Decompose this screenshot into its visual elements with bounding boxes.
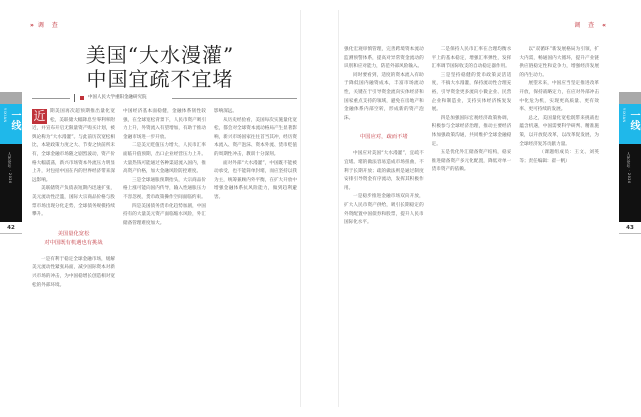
tab-label: 一线 (628, 110, 639, 130)
byline-separator (74, 94, 75, 102)
tab-gray-block (0, 92, 22, 104)
paragraph: 展望未来，中国应当坚定推进改革开放，保持战略定力，在应对外部冲击中化危为机，实现更高质量、更有效率、更可持续的发展。 (519, 81, 600, 113)
paragraph: 近 期美国再次超预期推出量化宽松，美联储大幅降息至零利率附近，并宣布开启无限量资产购买计划，被舆论称为“大水漫灌”。与此前历次宽松相比，本轮政策力度之大、节奏之快前所未有，全球金融市场随之剧烈波动，资产价格大幅震荡，新兴市场资本外流压力明显上升，对包括中国在内的世界经济带来深远影响。 (32, 109, 115, 183)
byline (32, 94, 297, 102)
paragraph: 同时要看到，适度的资本流入有助于降低国内融资成本，丰富市场流动性，关键在于引导资金流向实体经济和国家重点支持的领域，避免在房地产和金融体系内部空转，形成新的资产泡沫。 (344, 72, 424, 121)
paragraph: 四是加强国际宏观经济政策协调，积极参与全球经济治理，推动主要经济体加强政策沟通，共同维护全球金融稳定。 (431, 115, 512, 147)
paragraph: 从历史经验看，美国每次实施量化宽松，都会对全球资本流动格局产生显著影响，新兴市场国家往往首当其冲，经历资本流入、资产泡沫、资本外流、货币贬值的周期性冲击，教训十分深刻。 (214, 117, 297, 157)
article-title (20, 43, 300, 91)
square-bullet-icon (80, 96, 84, 100)
left-page (20, 10, 301, 407)
byline-author: 中国人民大学重阳金融研究院 (88, 95, 147, 100)
subheading: 中国应对，疏而不堵 (359, 134, 408, 141)
paragraph: 中国经济基本面稳健，金融体系韧性较强，在全球宽松背景下，人民币资产吸引力上升，外资流入有望增加，有助于推动金融市场进一步开放。 (123, 109, 206, 140)
column-2 (123, 108, 206, 398)
paragraph: 美联储资产负债表短期内迅速扩张，美元流动性泛滥，国际大宗商品价格与股票市场出现分化走势，全球债务规模持续攀升。 (32, 186, 115, 218)
paragraph: 三是坚持稳健的货币政策灵活适度，不搞大水漫灌，保持流动性合理充裕，引导资金更多流向小微企业、民营企业和制造业，支持实体经济恢复发展。 (431, 72, 512, 113)
tab-label-en: YIXIAN (3, 108, 7, 123)
drop-cap: 近 (33, 109, 46, 123)
column-1 (32, 108, 115, 398)
publication-name: 人民论坛 · 2020 (8, 152, 12, 184)
paragraph: 一是稳步推进金融市场双向开放，扩大人民币资产供给，吸引长期稳定的外资配置中国债券和股票，提升人民币国际化水平。 (344, 194, 424, 226)
credits: （课题组成员：王文、刘英等；责任编辑：翟一帆） (519, 150, 600, 164)
paragraph: 强化宏观审慎管理，完善跨境资本流动监测预警体系，提高对异常资金流动的识别和应对能力，防范外部风险输入。 (344, 47, 424, 70)
side-tab-left (0, 92, 22, 234)
section-label: 调 查 (37, 22, 61, 29)
double-chevron-left-icon: « (602, 22, 605, 29)
subheading: 美国量化宽松 对中国既有机遇也有挑战 (44, 230, 103, 246)
paragraph: 影响深远。 (214, 109, 237, 114)
page-number-rule (0, 233, 22, 234)
side-tab-right (619, 92, 641, 234)
paragraph: 中国应对美国“大水漫灌”，宜疏不宜堵。堵的做法容易造成市场扭曲，不利于长期开放；疏的做法则是通过制度安排引导资金有序流动，发挥其积极作用。 (344, 151, 424, 191)
section-header-left (30, 20, 61, 29)
tab-publication-block (0, 144, 22, 222)
paragraph: 总之，美国量化宽松既带来挑战也蕴含机遇，中国需要科学研判、精准施策，以开放促改革，以改革促发展，为全球经济复苏贡献力量。 (519, 115, 600, 147)
section-label: 调 查 (574, 22, 598, 29)
paragraph: 四是美国债务货币化趋势加剧，中国持有的大量美元资产面临缩水风险，外汇储备管理难度加大。 (123, 203, 206, 226)
column-2 (432, 46, 512, 396)
left-page-columns (32, 108, 297, 398)
page-number: 43 (626, 225, 634, 231)
tab-label-en: YIXIAN (622, 108, 626, 123)
title-line-2: 中国宜疏不宜堵 (86, 67, 234, 91)
paragraph: 五是优化外汇储备资产结构，稳妥推进储备资产多元化配置，降低对单一货币资产的依赖。 (431, 150, 512, 173)
column-3 (214, 108, 297, 398)
paragraph: 面对外部“大水漫灌”，中国既不能被动承受，也不能简单封堵，而应坚持以我为主，统筹兼顾内外平衡，在扩大开放中增强金融体系抗风险能力，做到趋利避害。 (214, 160, 297, 200)
tab-label: 一线 (9, 110, 20, 130)
publication-name: 人民论坛 · 2020 (627, 152, 631, 184)
byline-rule-left (32, 98, 70, 99)
tab-publication-block (619, 144, 641, 222)
paragraph: 二是保持人民币汇率在合理均衡水平上的基本稳定，增强汇率弹性，发挥汇率调节国际收支的自动稳定器作用。 (431, 47, 512, 70)
column-3 (519, 46, 599, 396)
section-header-right (574, 20, 605, 29)
paragraph: 以“双循环”新发展格局为引领，扩大内需，畅通国内大循环，提升产业链供应链稳定性和竞争力，增强经济发展的内生动力。 (519, 47, 600, 78)
paragraph: 二是美元贬值压力增大，人民币汇率面临升值预期，出口企业经营压力上升。大量热钱可能通过各种渠道流入国内，推高资产价格，加大金融风险防控难度。 (123, 143, 206, 175)
column-1 (344, 46, 424, 396)
byline-rule-right (172, 98, 297, 99)
title-line-1: 美国“大水漫灌” (85, 43, 235, 67)
paragraph: 一是有利于稳定全球金融市场，缓解美元流动性紧张局面，减少国际资本对新兴市场的冲击，为中国稳增长创造相对宽松的外部环境。 (32, 256, 115, 288)
tab-gray-block (619, 92, 641, 104)
paragraph: 三是全球通胀预期抬头，大宗商品价格上涨可能向国内传导，输入性通胀压力不容忽视，货币政策操作空间面临约束。 (123, 177, 206, 200)
tab-section-marker (619, 104, 641, 144)
tab-section-marker (0, 104, 22, 144)
page-number: 42 (7, 225, 15, 231)
page-number-rule (619, 233, 641, 234)
double-chevron-right-icon: » (30, 22, 33, 29)
right-page (338, 10, 609, 407)
right-page-columns (344, 46, 599, 396)
